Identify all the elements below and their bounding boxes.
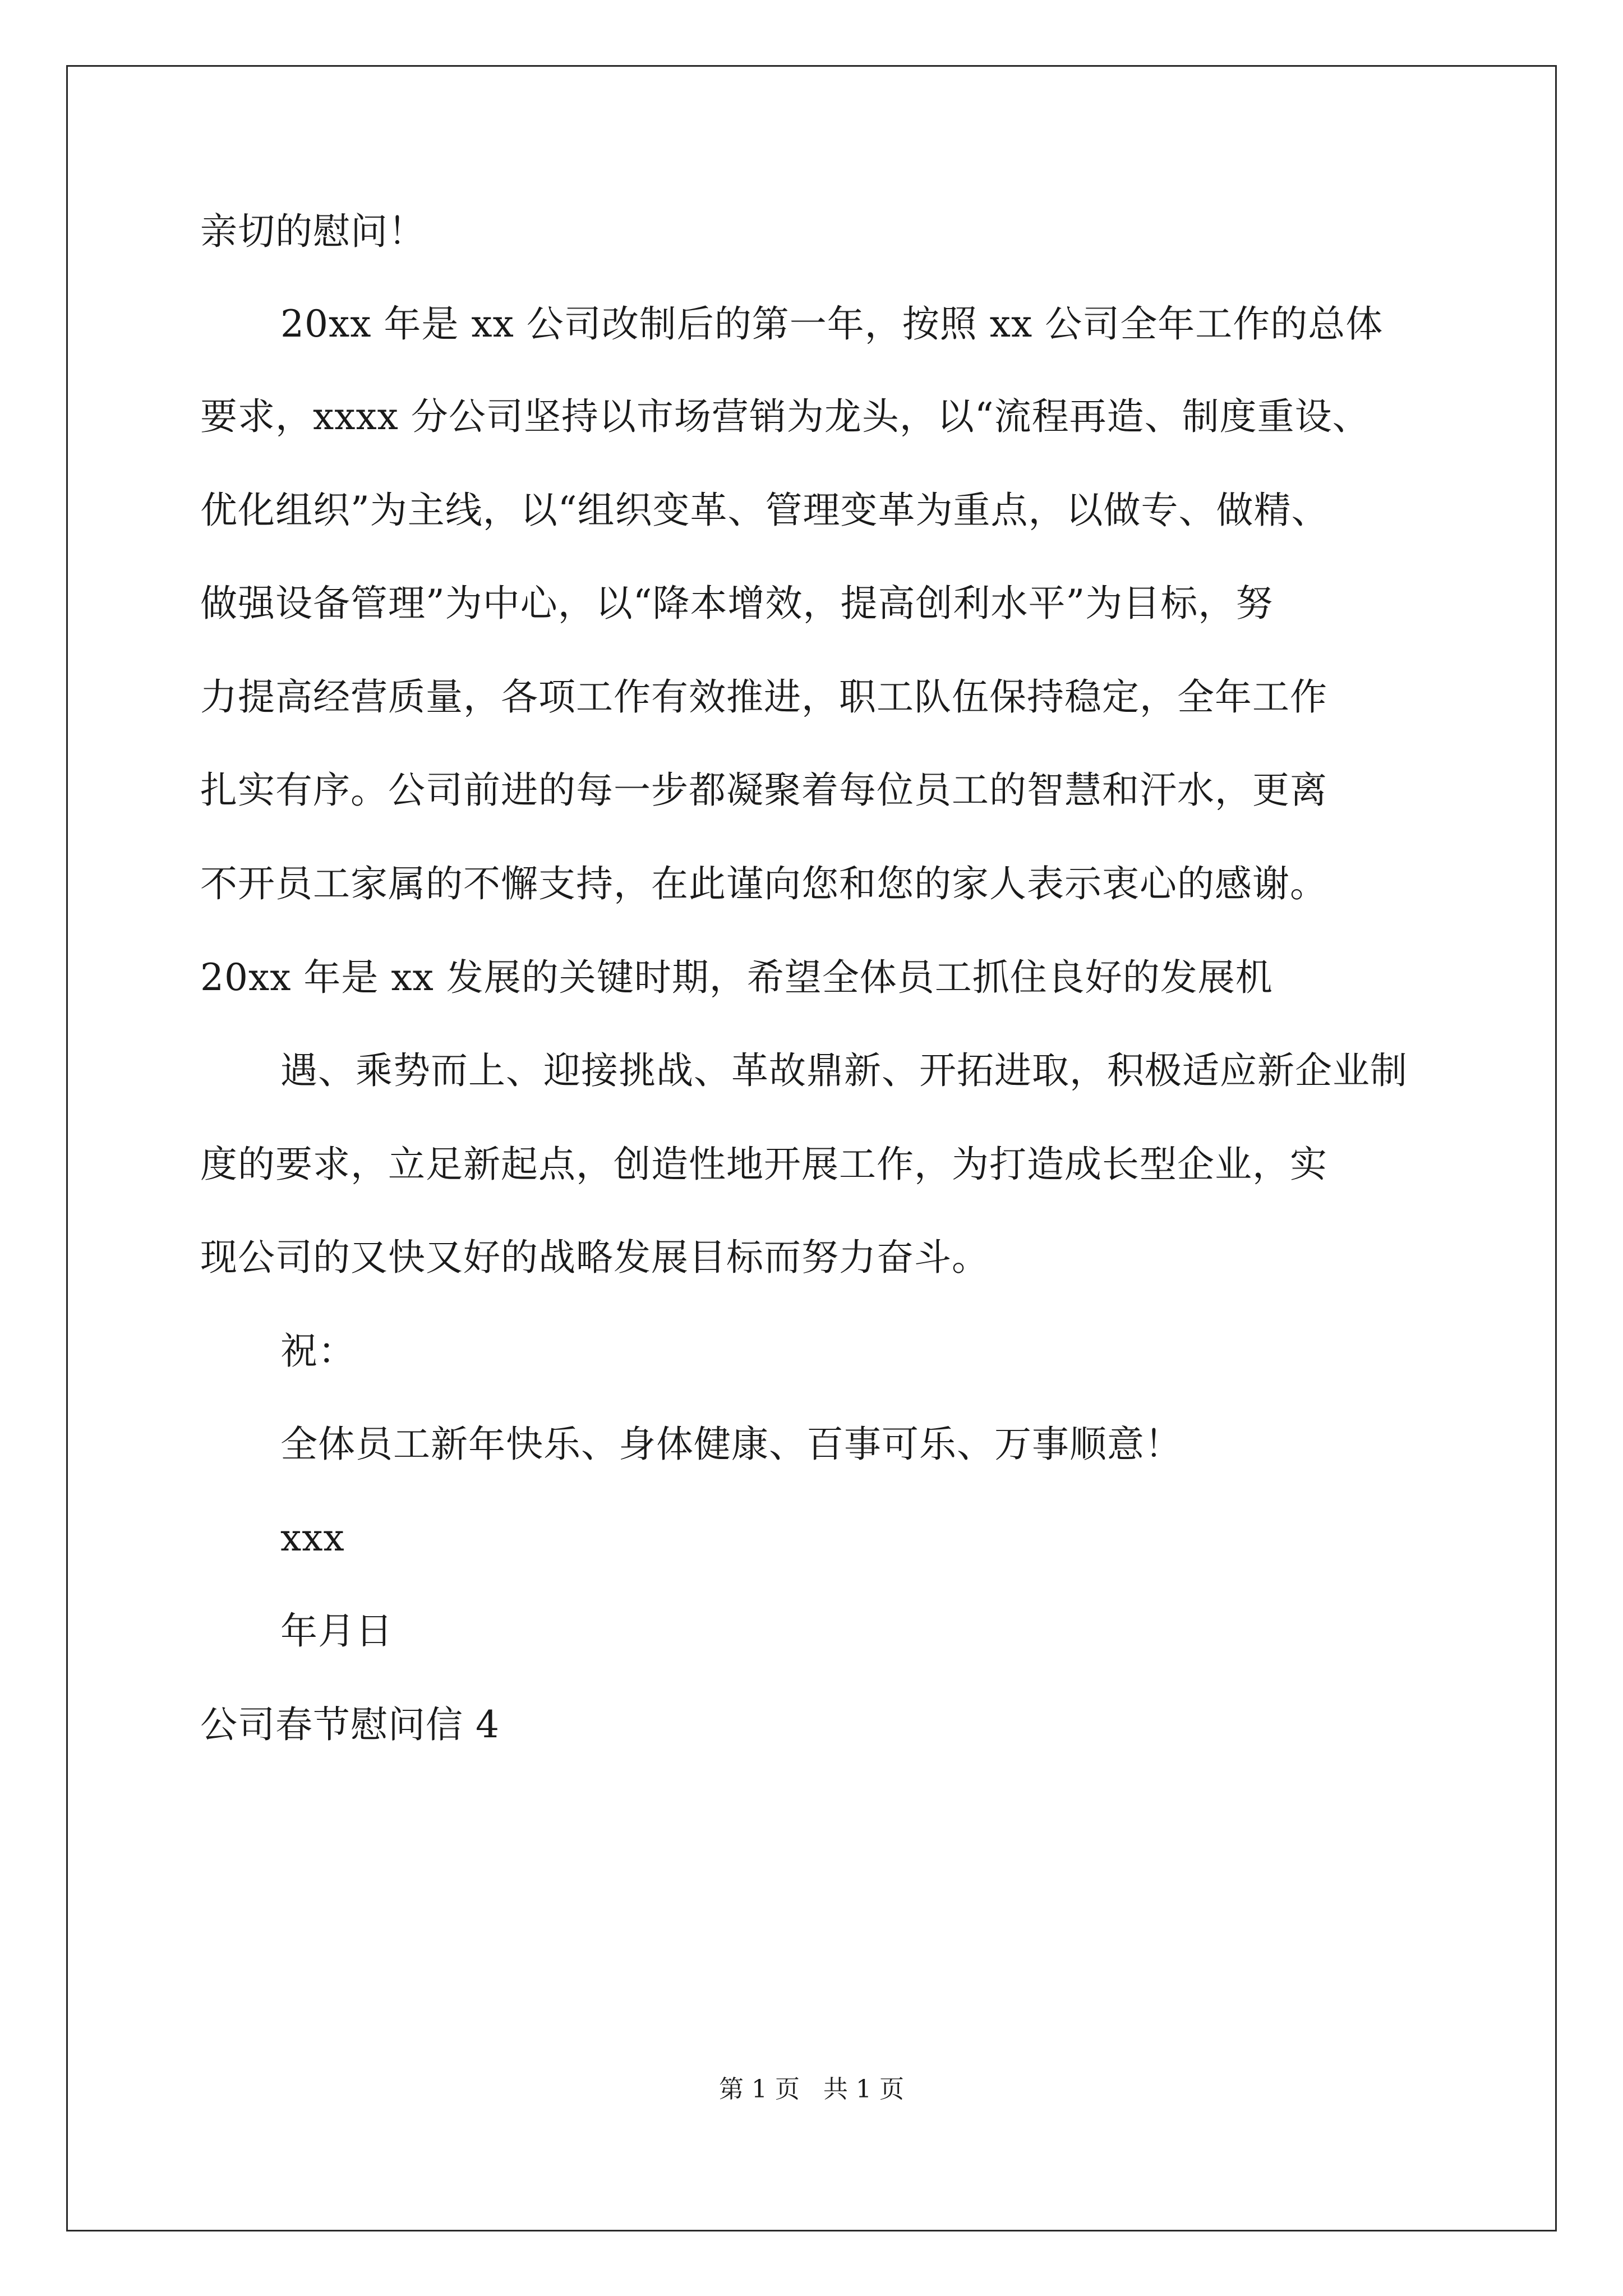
greeting-label: 祝： (280, 1329, 356, 1373)
text-line: 不开员工家属的不懈支持，在此谨向您和您的家人表示衷心的感谢。 (200, 862, 1327, 905)
text-line: 做强设备管理”为中心，以“降本增效，提高创利水平”为目标，努 (200, 582, 1274, 625)
text-line: 扎实有序。公司前进的每一步都凝聚着每位员工的智慧和汗水，更离 (200, 769, 1327, 812)
greeting-wishes: 全体员工新年快乐、身体健康、百事可乐、万事顺意！ (280, 1423, 1182, 1466)
signature-name: xxx (280, 1516, 345, 1559)
page-footer: 第 1 页 共 1 页 (719, 2075, 904, 2104)
text-line: 要求，xxxx 分公司坚持以市场营销为龙头，以“流程再造、制度重设、 (200, 395, 1370, 438)
text-line: 优化组织”为主线，以“组织变革、管理变革为重点，以做专、做精、 (200, 489, 1329, 532)
text-line: 亲切的慰问！ (200, 210, 426, 253)
signature-date: 年月日 (280, 1609, 393, 1653)
text-line: 力提高经营质量，各项工作有效推进，职工队伍保持稳定，全年工作 (200, 675, 1327, 719)
paragraph-first-line: 20xx 年是 xx 公司改制后的第一年，按照 xx 公司全年工作的总体 (280, 302, 1384, 346)
paragraph-first-line: 遇、乘势而上、迎接挑战、革故鼎新、开拓进取，积极适应新企业制 (280, 1049, 1408, 1092)
text-line: 度的要求，立足新起点，创造性地开展工作，为打造成长型企业，实 (200, 1143, 1327, 1186)
text-line: 20xx 年是 xx 发展的关键时期，希望全体员工抓住良好的发展机 (200, 956, 1273, 999)
text-line: 现公司的又快又好的战略发展目标而努力奋斗。 (200, 1236, 989, 1279)
section-heading: 公司春节慰问信 4 (200, 1703, 500, 1746)
